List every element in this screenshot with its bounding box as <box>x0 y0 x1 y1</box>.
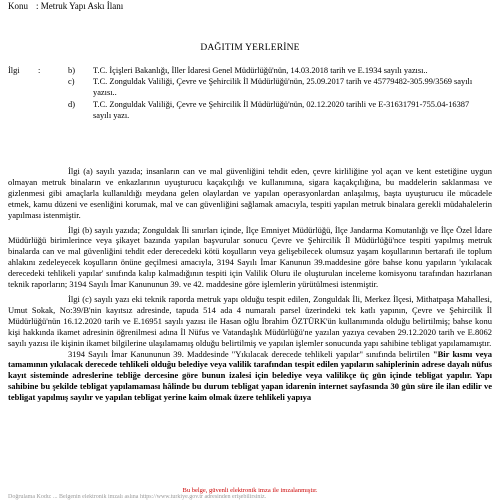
paragraph-b: İlgi (b) sayılı yazıda; Zonguldak İli sınırları içinde, İlçe Emniyet Müdürlüğü, İlçe Jandarma Komutanlığı ve İlçe Özel İdare Müdürlüğü birimlerince veya şikayet bazında yapılan başvurular sonucu Çevre ve Şehircilik İl Müdürlüğü'nce tespiti yapılmış metruk binalarda can ve mal güvenliğini tehdit eder derecedeki kötü koşulların veya gelişebilecek olumsuz yaşam koşullarının bertarafı ile toplum ahlakını zedeleyecek koşulların önüne geçilmesi amacıyla, 3194 Sayılı İmar Kanunun 39.maddesine göre bahse konu yapıların 'yıkılacak derecedeki tehlikeli yapılar' sınıfında kalıp kalmadığının tespiti için Valilik Oluru ile oluşturulan inceleme komisyonu tarafından hazırlanan teknik raporların; 3194 Sayılı İmar Kanununun 39. ve 42. maddesine göre işlemlerin yürütülmesi istenmiştir. <box>8 224 492 290</box>
subject-value: : Metruk Yapı Askı İlanı <box>36 1 124 11</box>
paragraph-c: İlgi (c) sayılı yazı eki teknik raporda metruk yapı olduğu tespit edilen, Zonguldak İli, Merkez İlçesi, Mithatpaşa Mahallesi, Umut Sokak, No:39/B'nin kayıtsız adresinde, tapuda 514 ada 4 numaralı parsel üzerindeki tek katlı yapının, Çevre ve Şehircilik İl Müdürlüğü'nün 16.12.2020 tarih ve E.16951 sayılı yazısı ile Hasan oğlu İbrahim ÖZTÜRK'ün kullanımında olduğu belirtilmiş; bahse konu kişi hakkında ikamet adresinin öğrenilmesi adına İl Nüfus ve Vatandaşlık Müdürlüğü'ne yazılan yazıya cevaben 29.12.2020 tarih ve E.8062 sayılı yazısı ile kişinin ikamet bilgilerine ulaşılamamış olduğu belirtilmiş ve yapılan işlemler sonucunda yapı sahibine tebligat yapılamamıştır. <box>8 293 492 348</box>
e-signature-notice: Bu belge, güvenli elektronik imza ile imzalanmıştır. <box>182 487 318 494</box>
law-quote: "Bir kısmı veya tamamının yıkılacak derecede tehlikeli olduğu belediye veya valilik tarafından tespit edilen yapıların sahiplerinin adrese dayalı nüfus kayıt sisteminde adreslerine tebliğe dercesine göre bunun izalesi için belediye veya valilikçe üç gün içinde tebligat yapılır. Yapı sahibine bu şekilde tebligat yapılamaması hâlinde bu durum tebligat yapan idarenin internet sayfasında 30 gün süre ile ilan edilir ve tebligat yapılmış sayılır ve yapılan tebligat yerine kaim olmak üzere tehlikeli yapıya <box>8 348 492 403</box>
paragraph-law <box>8 349 492 404</box>
verification-line: Doğrulama Kodu: ... Belgenin elektronik imzalı aslına https://www.turkiye.gov.tr adresinden erişebilirsiniz. <box>8 494 267 500</box>
reference-text: T.C. İçişleri Bakanlığı, İller İdaresi Genel Müdürlüğü'nün, 14.03.2018 tarih ve E.1934 sayılı yazısı.. <box>93 66 428 75</box>
reference-key: d) <box>68 99 75 109</box>
subject-label: Konu <box>8 1 28 11</box>
subject-line <box>8 1 123 11</box>
law-intro: 3194 Sayılı İmar Kanununun 39. Maddesinde "Yıkılacak derecede tehlikeli yapılar" sınıfında belirtilen <box>68 348 433 359</box>
reference-key: c) <box>68 77 75 87</box>
reference-item <box>8 65 488 76</box>
reference-item <box>8 76 488 98</box>
references-label: İlgi <box>8 66 20 75</box>
letter-body <box>8 166 492 403</box>
distribution-heading: DAĞITIM YERLERİNE <box>200 43 300 53</box>
paragraph-a: İlgi (a) sayılı yazıda; insanların can ve mal güvenliğini tehdit eden, çevre kirliliğine yol açan ve kent estetiğine uygun olmayan metruk binaların ve enkazlarının uyuşturucu kaçakçılığı ve kullanımına, sigara kaçakçılığına, bu maddelerin saklanması ve gizlenmesi gibi amaçlarla kullanıldığı meydana gelen olaylardan ve yapılan operasyonlardan anlaşılmış, başta uyuşturucu ile mücadele etmek, kamu düzeni ve esenliğini korumak, mal ve can güvenliğini sağlamak amacıyla, tespiti yapılan metruk binalara gerekli müdahalelerin yapılması istenmiştir. <box>8 166 492 220</box>
reference-text: T.C. Zonguldak Valiliği, Çevre ve Şehircilik İl Müdürlüğü'nün, 25.09.2017 tarih ve 45779482-305.99/3569 sayılı yazısı.. <box>93 77 473 98</box>
reference-text: T.C. Zonguldak Valiliği, Çevre ve Şehircilik İl Müdürlüğü'nün, 02.12.2020 tarihli ve E-31631791-755.04-16387 sayılı yazı. <box>93 99 470 120</box>
reference-item <box>8 99 488 121</box>
references-separator: : <box>38 66 41 75</box>
references-block <box>8 65 488 121</box>
reference-key: b) <box>68 66 75 75</box>
